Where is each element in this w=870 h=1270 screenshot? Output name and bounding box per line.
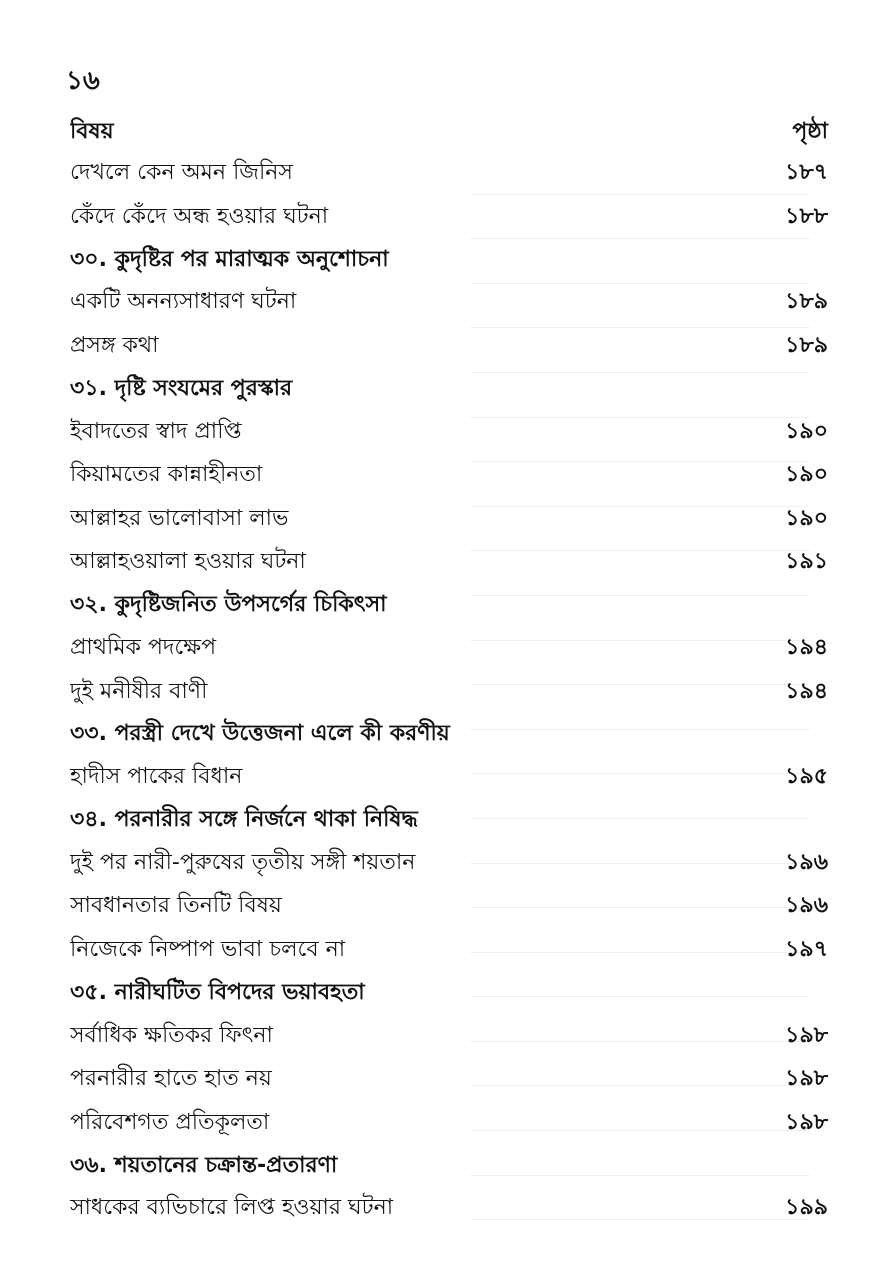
toc-entry — [70, 196, 828, 240]
toc-entry — [70, 1187, 828, 1231]
toc-entry — [70, 541, 828, 585]
entry-title: সর্বাধিক ক্ষতিকর ফিৎনা — [70, 1022, 273, 1048]
entry-title: পরনারীর হাতে হাত নয় — [70, 1066, 272, 1092]
entry-page-number: ১৯১ — [785, 549, 828, 575]
entry-page-number: ১৯০ — [785, 418, 828, 444]
entry-title: দুই মনীষীর বাণী — [70, 678, 208, 704]
chapter-title: ৩৬. শয়তানের চক্রান্ত-প্রতারণা — [70, 1152, 338, 1178]
toc-entry — [70, 1058, 828, 1102]
entry-page-number: ১৯৭ — [785, 937, 828, 963]
entry-title: আল্লাহওয়ালা হওয়ার ঘটনা — [70, 549, 306, 575]
entry-title: নিজেকে নিষ্পাপ ভাবা চলবে না — [70, 937, 346, 963]
entry-page-number: ১৯৪ — [785, 678, 828, 704]
entry-title: সাধকের ব্যভিচারে লিপ্ত হওয়ার ঘটনা — [70, 1195, 394, 1221]
toc-entry — [70, 842, 828, 886]
entry-page-number: ১৯৮ — [785, 1022, 828, 1048]
entry-title: আল্লাহর ভালোবাসা লাভ — [70, 505, 289, 531]
chapter-heading — [70, 972, 828, 1014]
toc-entry — [70, 498, 828, 542]
toc-entry — [70, 410, 828, 454]
entry-page-number: ১৯৯ — [785, 1195, 828, 1221]
chapter-title: ৩২. কুদৃষ্টিজনিত উপসর্গের চিকিৎসা — [70, 592, 387, 618]
entry-title: একটি অনন্যসাধারণ ঘটনা — [70, 289, 297, 315]
entry-title: কিয়ামতের কান্নাহীনতা — [70, 462, 263, 488]
toc-entry — [70, 929, 828, 973]
toc-entry — [70, 281, 828, 325]
toc-entry — [70, 1014, 828, 1058]
entry-title: পরিবেশগত প্রতিকূলতা — [70, 1109, 270, 1135]
toc-entry — [70, 627, 828, 671]
chapter-title: ৩০. কুদৃষ্টির পর মারাত্মক অনুশোচনা — [70, 246, 389, 272]
entry-page-number: ১৯০ — [785, 462, 828, 488]
subject-heading: বিষয় — [70, 118, 114, 144]
chapter-title: ৩৪. পরনারীর সঙ্গে নির্জনে থাকা নিষিদ্ধ — [70, 807, 418, 833]
entry-title: সাবধানতার তিনটি বিষয় — [70, 893, 282, 919]
entry-page-number: ১৮৭ — [785, 160, 828, 186]
page-heading: পৃষ্ঠা — [792, 118, 828, 144]
chapter-title: ৩৩. পরস্ত্রী দেখে উত্তেজনা এলে কী করণীয় — [70, 721, 450, 747]
chapter-heading — [70, 585, 828, 627]
entry-page-number: ১৯৬ — [785, 893, 828, 919]
toc-entry — [70, 152, 828, 196]
entry-page-number: ১৯৫ — [785, 764, 828, 790]
toc-entry — [70, 670, 828, 714]
chapter-heading — [70, 368, 828, 410]
entry-title: কেঁদে কেঁদে অন্ধ হওয়ার ঘটনা — [70, 203, 329, 229]
page-number: ১৬ — [66, 66, 100, 96]
entry-title: ইবাদতের স্বাদ প্রাপ্তি — [70, 418, 242, 444]
toc-entry — [70, 1102, 828, 1146]
chapter-heading — [70, 239, 828, 281]
entry-title: প্রসঙ্গ কথা — [70, 333, 159, 359]
table-of-contents — [70, 112, 828, 1231]
entry-page-number: ১৯০ — [785, 505, 828, 531]
toc-entry — [70, 454, 828, 498]
toc-entry — [70, 885, 828, 929]
chapter-title: ৩৫. নারীঘটিত বিপদের ভয়াবহতা — [70, 979, 365, 1005]
toc-entry — [70, 756, 828, 800]
entry-page-number: ১৯৬ — [785, 849, 828, 875]
chapter-title: ৩১. দৃষ্টি সংযমের পুরস্কার — [70, 375, 293, 401]
entry-title: হাদীস পাকের বিধান — [70, 764, 243, 790]
chapter-heading — [70, 714, 828, 756]
toc-header — [70, 112, 828, 152]
entry-page-number: ১৯৮ — [785, 1066, 828, 1092]
toc-entry — [70, 325, 828, 369]
chapter-heading — [70, 1145, 828, 1187]
entry-title: দেখলে কেন অমন জিনিস — [70, 160, 293, 186]
entry-page-number: ১৮৯ — [785, 289, 828, 315]
entry-page-number: ১৯৮ — [785, 1109, 828, 1135]
entry-page-number: ১৯৪ — [785, 635, 828, 661]
entry-title: প্রাথমিক পদক্ষেপ — [70, 635, 217, 661]
entry-title: দুই পর নারী-পুরুষের তৃতীয় সঙ্গী শয়তান — [70, 849, 416, 875]
entry-page-number: ১৮৯ — [785, 333, 828, 359]
chapter-heading — [70, 800, 828, 842]
entry-page-number: ১৮৮ — [785, 203, 828, 229]
